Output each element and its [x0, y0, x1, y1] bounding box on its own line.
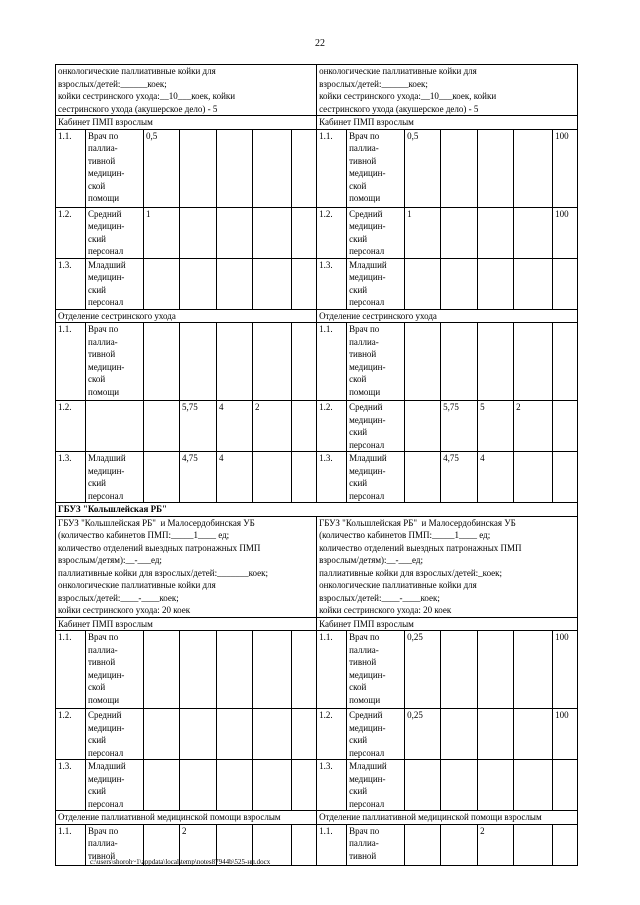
value-cell: [292, 760, 317, 811]
value-cell: [217, 258, 253, 309]
value-cell: [405, 824, 441, 865]
value-cell: [292, 631, 317, 709]
value-cell: [478, 207, 514, 258]
value-cell: [292, 401, 317, 452]
value-cell: 0,5: [144, 129, 180, 207]
section-title-left: Отделение сестринского ухода: [56, 309, 317, 323]
staff-position: Врач по паллиа- тивной медицин- ской помощи: [86, 323, 144, 401]
value-cell: 0,25: [405, 709, 441, 760]
value-cell: [144, 709, 180, 760]
value-cell: [441, 129, 478, 207]
value-cell: 5,75: [180, 401, 217, 452]
value-cell: 2: [514, 401, 553, 452]
staff-position: Младший медицин- ский персонал: [86, 760, 144, 811]
value-cell: [253, 631, 292, 709]
staff-position: Врач по паллиа- тивной медицин- ской помощи: [86, 129, 144, 207]
row-number: 1.3.: [56, 452, 86, 503]
row-number: 1.2.: [317, 709, 347, 760]
staff-position: Младший медицин- ский персонал: [86, 258, 144, 309]
staff-position: Врач по паллиа- тивной медицин- ской помощи: [347, 631, 405, 709]
value-cell: [553, 258, 578, 309]
value-cell: [292, 709, 317, 760]
value-cell: [217, 709, 253, 760]
row-number: 1.3.: [56, 760, 86, 811]
row-number: 1.2.: [317, 401, 347, 452]
header-right: ГБУЗ "Кольшлейская РБ" и Малосердобинская УБ (количество кабинетов ПМП:_____1____ ед; количество отделений выездных патронажных ПМП взрослым/детям):__-___ед; паллиативные койки для взрослых/детей:_коек; онкологические паллиативные койки для взрослых/детей:____-____коек; койки сестринского ухода: 20 коек: [317, 516, 578, 617]
value-cell: [405, 452, 441, 503]
value-cell: [441, 631, 478, 709]
staff-position: Средний медицин- ский персонал: [347, 401, 405, 452]
section-title-right: Отделение паллиативной медицинской помощи взрослым: [317, 811, 578, 825]
value-cell: [253, 129, 292, 207]
value-cell: 0,25: [405, 631, 441, 709]
value-cell: [514, 323, 553, 401]
value-cell: 5: [478, 401, 514, 452]
value-cell: 4: [478, 452, 514, 503]
row-number: 1.1.: [317, 631, 347, 709]
header-left: ГБУЗ "Кольшлейская РБ" и Малосердобинская УБ (количество кабинетов ПМП:_____1____ ед; количество отделений выездных патронажных ПМП взрослым/детям):__-___ед; паллиативные койки для взрослых/детей:_______коек; онкологические паллиативные койки для взрослых/детей:____-____коек; койки сестринского ухода: 20 коек: [56, 516, 317, 617]
value-cell: [217, 760, 253, 811]
header-left: онкологические паллиативные койки для взрослых/детей:______коек; койки сестринского ухода:__10___коек, койки сестринского ухода (акушерское дело) - 5: [56, 65, 317, 116]
header-right: онкологические паллиативные койки для взрослых/детей:______коек; койки сестринского ухода:__10___коек, койки сестринского ухода (акушерское дело) - 5: [317, 65, 578, 116]
value-cell: [217, 129, 253, 207]
value-cell: 100: [553, 631, 578, 709]
section-title-left: Отделение паллиативной медицинской помощи взрослым: [56, 811, 317, 825]
value-cell: [514, 129, 553, 207]
value-cell: 2: [478, 824, 514, 865]
staff-position: Младший медицин- ский персонал: [347, 760, 405, 811]
staff-position: Средний медицин- ский персонал: [347, 709, 405, 760]
value-cell: [217, 631, 253, 709]
value-cell: [478, 760, 514, 811]
staff-position: Врач по паллиа- тивной медицин- ской помощи: [86, 631, 144, 709]
row-number: 1.2.: [56, 401, 86, 452]
table-row: [56, 207, 578, 258]
value-cell: [405, 401, 441, 452]
value-cell: [292, 207, 317, 258]
section-row: [56, 309, 578, 323]
table-row: [56, 323, 578, 401]
row-number: 1.1.: [317, 129, 347, 207]
value-cell: [180, 323, 217, 401]
value-cell: 4: [217, 452, 253, 503]
table-row: [56, 760, 578, 811]
value-cell: [253, 207, 292, 258]
value-cell: [292, 452, 317, 503]
row-number: 1.3.: [317, 760, 347, 811]
value-cell: [441, 207, 478, 258]
value-cell: [292, 824, 317, 865]
row-number: 1.1.: [56, 824, 86, 865]
value-cell: [217, 207, 253, 258]
value-cell: 1: [144, 207, 180, 258]
value-cell: 4: [217, 401, 253, 452]
table-row: [56, 129, 578, 207]
value-cell: 4,75: [441, 452, 478, 503]
section-row: [56, 811, 578, 825]
value-cell: [180, 258, 217, 309]
value-cell: [405, 258, 441, 309]
header-row: [56, 516, 578, 617]
value-cell: 4,75: [180, 452, 217, 503]
value-cell: [217, 323, 253, 401]
value-cell: [292, 129, 317, 207]
table-body: [56, 65, 578, 866]
value-cell: [514, 824, 553, 865]
staff-position: Средний медицин- ский персонал: [86, 207, 144, 258]
row-number: 1.2.: [317, 207, 347, 258]
staffing-table: [55, 64, 578, 866]
value-cell: [144, 401, 180, 452]
value-cell: [253, 452, 292, 503]
staff-position: [86, 401, 144, 452]
value-cell: [478, 709, 514, 760]
section-title-left: Кабинет ПМП взрослым: [56, 617, 317, 631]
value-cell: [514, 709, 553, 760]
table-row: [56, 452, 578, 503]
value-cell: [514, 452, 553, 503]
value-cell: [144, 452, 180, 503]
row-number: 1.1.: [317, 323, 347, 401]
value-cell: 2: [180, 824, 217, 865]
value-cell: 100: [553, 129, 578, 207]
section-title-left: Кабинет ПМП взрослым: [56, 116, 317, 130]
header-row: [56, 65, 578, 116]
value-cell: [144, 323, 180, 401]
value-cell: [514, 207, 553, 258]
section-title-right: Отделение сестринского ухода: [317, 309, 578, 323]
staff-position: Врач по паллиа- тивной медицин- ской помощи: [347, 129, 405, 207]
value-cell: [292, 258, 317, 309]
table-row: [56, 631, 578, 709]
value-cell: [441, 323, 478, 401]
value-cell: [553, 323, 578, 401]
page-number: 22: [315, 38, 325, 49]
value-cell: [553, 824, 578, 865]
value-cell: [478, 258, 514, 309]
value-cell: [253, 258, 292, 309]
table-row: [56, 401, 578, 452]
org-title-row: [56, 503, 578, 517]
value-cell: [144, 760, 180, 811]
value-cell: [441, 709, 478, 760]
staff-position: Средний медицин- ский персонал: [347, 207, 405, 258]
value-cell: 2: [253, 401, 292, 452]
value-cell: [144, 258, 180, 309]
value-cell: [441, 760, 478, 811]
value-cell: [180, 631, 217, 709]
row-number: 1.3.: [317, 258, 347, 309]
value-cell: [441, 824, 478, 865]
value-cell: [253, 709, 292, 760]
value-cell: [553, 401, 578, 452]
value-cell: 100: [553, 709, 578, 760]
value-cell: 1: [405, 207, 441, 258]
value-cell: [441, 258, 478, 309]
value-cell: [553, 452, 578, 503]
staff-position: Младший медицин- ский персонал: [347, 452, 405, 503]
staff-position: Младший медицин- ский персонал: [86, 452, 144, 503]
value-cell: [180, 207, 217, 258]
value-cell: [180, 760, 217, 811]
value-cell: 0,5: [405, 129, 441, 207]
value-cell: [180, 129, 217, 207]
staff-position: Средний медицин- ский персонал: [86, 709, 144, 760]
value-cell: 100: [553, 207, 578, 258]
row-number: 1.1.: [56, 323, 86, 401]
row-number: 1.2.: [56, 207, 86, 258]
section-title-right: Кабинет ПМП взрослым: [317, 617, 578, 631]
value-cell: [253, 323, 292, 401]
staff-position: Врач по паллиа- тивной: [86, 824, 144, 865]
row-number: 1.3.: [317, 452, 347, 503]
value-cell: [514, 258, 553, 309]
value-cell: [292, 323, 317, 401]
row-number: 1.1.: [317, 824, 347, 865]
staff-position: Врач по паллиа- тивной медицин- ской помощи: [347, 323, 405, 401]
row-number: 1.1.: [56, 631, 86, 709]
value-cell: [514, 631, 553, 709]
value-cell: [180, 709, 217, 760]
section-title-right: Кабинет ПМП взрослым: [317, 116, 578, 130]
value-cell: [405, 760, 441, 811]
row-number: 1.2.: [56, 709, 86, 760]
table-row: [56, 258, 578, 309]
staff-position: Врач по паллиа- тивной: [347, 824, 405, 865]
value-cell: [553, 760, 578, 811]
value-cell: [478, 129, 514, 207]
staff-position: Младший медицин- ский персонал: [347, 258, 405, 309]
footer-file-path: c:\users\shoroh~1\appdata\local\temp\notes87944b\525-нп.docx: [90, 858, 271, 866]
value-cell: [478, 323, 514, 401]
value-cell: [478, 631, 514, 709]
value-cell: [405, 323, 441, 401]
row-number: 1.1.: [56, 129, 86, 207]
section-row: [56, 116, 578, 130]
value-cell: [253, 760, 292, 811]
section-row: [56, 617, 578, 631]
org-title: ГБУЗ "Кольшлейская РБ": [56, 503, 578, 517]
value-cell: 5,75: [441, 401, 478, 452]
value-cell: [144, 631, 180, 709]
value-cell: [514, 760, 553, 811]
row-number: 1.3.: [56, 258, 86, 309]
table-row: [56, 709, 578, 760]
